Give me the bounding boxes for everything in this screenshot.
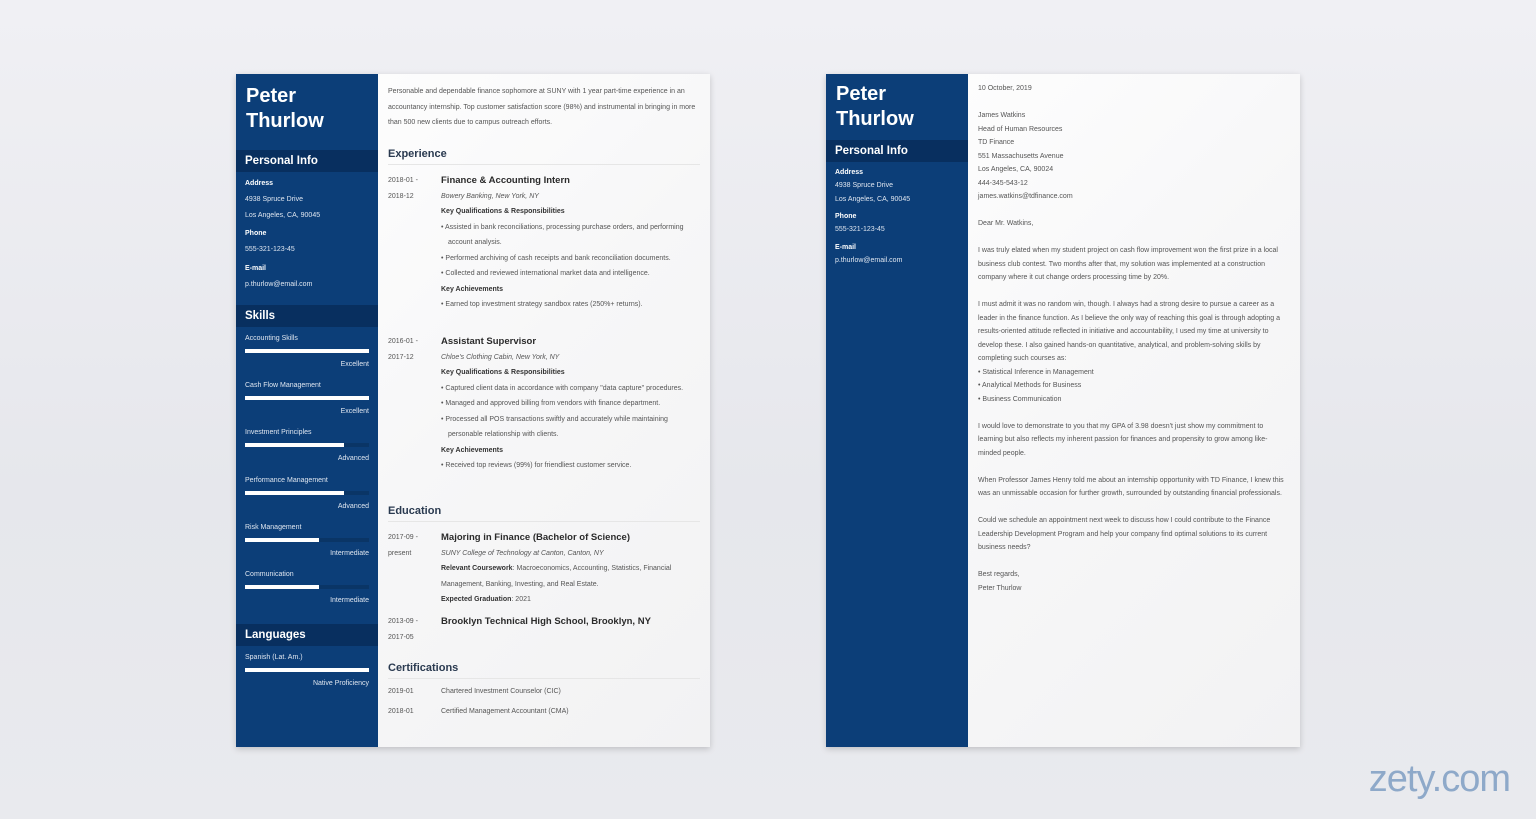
course-item: • Analytical Methods for Business (978, 382, 1082, 389)
education-heading: Education (388, 505, 700, 522)
signature: Peter Thurlow (978, 584, 1022, 592)
email: p.thurlow@email.com (245, 281, 313, 288)
skill-bar-fill (245, 585, 319, 589)
resume-page (236, 74, 710, 747)
bullet-text: Earned top investment strategy sandbox rates (250%+ returns). (445, 301, 643, 308)
summary: Personable and dependable finance sophomore at SUNY with 1 year part-time experience in an accountancy internship. Top customer satisfaction score (98%) and instrumental in bringing in more than 500 new clients due to campus outreach efforts. (388, 88, 696, 126)
address-label: Address (835, 169, 864, 176)
coursework-label: Relevant Coursework (441, 565, 513, 572)
qualifications-label: Key Qualifications & Responsibilities (441, 369, 565, 376)
skill-bar-fill (245, 538, 319, 542)
experience-entry (388, 334, 700, 474)
cover-letter-page (826, 74, 1300, 747)
date-end: 2018-12 (388, 192, 414, 200)
date-end: 2017-05 (388, 633, 414, 641)
entry-body (441, 614, 700, 630)
degree-title: Brooklyn Technical High School, Brooklyn, NY (441, 616, 651, 627)
job-title: Finance & Accounting Intern (441, 175, 570, 186)
date-range (388, 530, 438, 561)
bullet-text: Received top reviews (99%) for friendliest customer service. (445, 462, 632, 469)
bullet-text: Processed all POS transactions swiftly and accurately while maintaining personable relationship with clients. (445, 415, 668, 438)
certifications-heading: Certifications (388, 662, 700, 679)
personal-info-heading: Personal Info (236, 150, 378, 172)
entry-body (441, 173, 700, 313)
experience-entry (388, 173, 700, 313)
graduation-year: : 2021 (511, 596, 531, 603)
closing: Best regards, (978, 571, 1020, 578)
date-end: 2017-12 (388, 353, 414, 361)
skill-name: Performance Management (245, 476, 328, 484)
recipient-line: james.watkins@tdfinance.com (978, 193, 1073, 200)
skill-bar (245, 668, 369, 672)
bullet-text: Collected and reviewed international market data and intelligence. (445, 270, 650, 277)
education-entry (388, 530, 700, 608)
skill-name: Spanish (Lat. Am.) (245, 654, 303, 661)
recipient-line: TD Finance (978, 139, 1015, 146)
zety-logo: zety.com (1368, 758, 1510, 800)
graduation (441, 592, 700, 608)
job-title: Assistant Supervisor (441, 336, 537, 347)
skill-name: Communication (245, 571, 294, 578)
letter-date: 10 October, 2019 (978, 85, 1032, 92)
courses-list (978, 366, 1290, 407)
date-range (388, 614, 438, 645)
skill-bar (245, 349, 369, 353)
cover-letter-name (836, 82, 914, 132)
skill-bar-fill (245, 668, 369, 672)
address-label: Address (245, 180, 274, 187)
personal-info-heading: Personal Info (826, 140, 968, 162)
entry-body (441, 334, 700, 474)
salutation: Dear Mr. Watkins, (978, 220, 1034, 227)
address (245, 192, 320, 223)
achievements-label: Key Achievements (441, 285, 503, 293)
first-name: Peter (246, 85, 297, 107)
skill-bar (245, 396, 369, 400)
bullet-text: Captured client data in accordance with company "data capture" procedures. (445, 384, 684, 392)
skill-level: Intermediate (330, 549, 369, 557)
company: Chloe's Clothing Cabin, New York, NY (441, 353, 560, 361)
bullet-text: Performed archiving of cash receipts and bank reconciliation documents. (445, 254, 671, 262)
cert-date: 2018-01 (388, 707, 414, 715)
cover-letter-sidebar (826, 74, 968, 747)
date-start: 2017-09 - (388, 534, 418, 541)
recipient-line: Head of Human Resources (978, 125, 1063, 133)
email: p.thurlow@email.com (835, 257, 903, 264)
paragraph: I must admit it was no random win, though. I always had a strong desire to pursue a career as a leader in the finance function. As I believe the only way of reaching this goal is through adopting a results-oriented attitude reflected in initiative and accountability, I used my time at university to develop these. I also gained hands-on quantitative, analytical, and problem-solving skills by completing such courses as: (978, 301, 1280, 362)
skill-level: Excellent (340, 408, 369, 416)
education-entry (388, 614, 700, 641)
phone-label: Phone (835, 213, 857, 220)
date-end: present (388, 549, 412, 557)
skill-bar (245, 585, 369, 589)
letter-body (978, 82, 1290, 595)
cert-date: 2019-01 (388, 688, 414, 695)
address-line: Los Angeles, CA, 90045 (245, 211, 321, 219)
phone: 555-321-123-45 (245, 246, 295, 253)
skill-bar (245, 443, 369, 447)
last-name: Thurlow (836, 108, 914, 130)
resume-sidebar (236, 74, 378, 747)
bullet-item: • Processed all POS transactions swiftly and accurately while maintaining personable relationship with clients. (441, 415, 668, 438)
skill-bar (245, 538, 369, 542)
course-name: Analytical Methods for Business (982, 382, 1082, 389)
skill-bar-fill (245, 349, 369, 353)
skill-item (245, 654, 369, 687)
address (835, 179, 910, 206)
skill-bar (245, 491, 369, 495)
address-line: Los Angeles, CA, 90045 (835, 195, 911, 203)
skill-bar-fill (245, 443, 344, 447)
recipient-line: 444-345-543-12 (978, 179, 1028, 187)
skill-name: Accounting Skills (245, 335, 298, 342)
recipient-line: James Watkins (978, 112, 1026, 119)
company: Bowery Banking, New York, NY (441, 192, 539, 200)
bullet-item: • Assisted in bank reconciliations, processing purchase orders, and performing account analysis. (441, 223, 684, 246)
first-name: Peter (836, 83, 887, 105)
paragraph: I would love to demonstrate to you that my GPA of 3.98 doesn't just show my commitment to learning but also reflects my inherent passion for finances and propensity to grow among like-minded people. (978, 422, 1268, 457)
date-start: 2013-09 - (388, 618, 418, 625)
recipient-line: Los Angeles, CA, 90024 (978, 166, 1054, 173)
phone-label: Phone (245, 230, 267, 237)
address-line: 4938 Spruce Drive (245, 196, 303, 203)
entry-body (441, 530, 700, 608)
date-range (388, 334, 438, 365)
skill-item (245, 477, 369, 510)
date-range (388, 173, 438, 204)
graduation-label: Expected Graduation (441, 596, 512, 603)
languages-heading: Languages (236, 624, 378, 646)
skills-heading: Skills (236, 305, 378, 327)
bullet-item: • Earned top investment strategy sandbox rates (250%+ returns). (441, 301, 643, 308)
resume-name (246, 84, 324, 134)
recipient-line: 551 Massachusetts Avenue (978, 152, 1064, 160)
certification-entry (388, 704, 700, 720)
achievements-label: Key Achievements (441, 446, 503, 454)
skill-item (245, 429, 369, 462)
skill-name: Investment Principles (245, 429, 312, 437)
email-label: E-mail (245, 265, 267, 272)
certification-entry (388, 684, 700, 700)
skill-name: Risk Management (245, 523, 302, 531)
paragraph: Could we schedule an appointment next week to discuss how I could contribute to the Finance Leadership Development Program and help your company find optimal solutions to its current business needs? (978, 517, 1271, 551)
bullet-item: • Collected and reviewed international market data and intelligence. (441, 270, 650, 277)
paragraph: When Professor James Henry told me about an internship opportunity with TD Finance, I knew this was an unmissable occasion for further growth, surrounded by outstanding financial professionals. (978, 476, 1284, 497)
skill-level: Native Proficiency (312, 680, 369, 687)
bullet-item: • Captured client data in accordance with company "data capture" procedures. (441, 384, 684, 392)
skill-level: Advanced (337, 455, 369, 463)
skill-level: Advanced (337, 502, 369, 510)
email-label: E-mail (835, 244, 857, 251)
skill-item (245, 382, 369, 415)
bullet-item: • Performed archiving of cash receipts and bank reconciliation documents. (441, 254, 671, 262)
skill-level: Excellent (340, 361, 369, 368)
skill-bar-fill (245, 396, 369, 400)
course-item: • Business Communication (978, 395, 1062, 403)
cert-name: Certified Management Accountant (CMA) (441, 707, 569, 715)
bullet-item: • Received top reviews (99%) for friendliest customer service. (441, 462, 632, 469)
qualifications-label: Key Qualifications & Responsibilities (441, 208, 565, 215)
cert-name: Chartered Investment Counselor (CIC) (441, 688, 561, 695)
experience-heading: Experience (388, 148, 700, 165)
coursework (441, 561, 700, 592)
recipient-block (978, 109, 1290, 204)
coursework-text: : Macroeconomics, Accounting, Statistics, Financial Management, Banking, Investing, and Real Estate. (441, 565, 672, 588)
course-name: Statistical Inference in Management (982, 368, 1094, 376)
degree-title: Majoring in Finance (Bachelor of Science) (441, 532, 630, 543)
date-start: 2018-01 - (388, 177, 418, 184)
last-name: Thurlow (246, 110, 324, 132)
bullet-text: Managed and approved billing from vendors with finance department. (445, 400, 661, 407)
paragraph: I was truly elated when my student project on cash flow improvement won the first prize in a local business club contest. Two months after that, my solution was implemented at a construction company where it cut change orders processing time by 20%. (978, 247, 1278, 281)
skill-name: Cash Flow Management (245, 382, 321, 390)
phone: 555-321-123-45 (835, 226, 885, 233)
bullet-item: • Managed and approved billing from vendors with finance department. (441, 400, 661, 407)
address-line: 4938 Spruce Drive (835, 182, 893, 189)
skill-item (245, 335, 369, 368)
school: SUNY College of Technology at Canton, Canton, NY (441, 549, 604, 557)
skill-level: Intermediate (330, 597, 369, 604)
bullet-text: Assisted in bank reconciliations, processing purchase orders, and performing account analysis. (445, 223, 684, 246)
skill-bar-fill (245, 491, 344, 495)
course-item: • Statistical Inference in Management (978, 368, 1094, 376)
skill-item (245, 524, 369, 557)
course-name: Business Communication (982, 395, 1062, 403)
skill-item (245, 571, 369, 604)
date-start: 2016-01 - (388, 338, 418, 345)
